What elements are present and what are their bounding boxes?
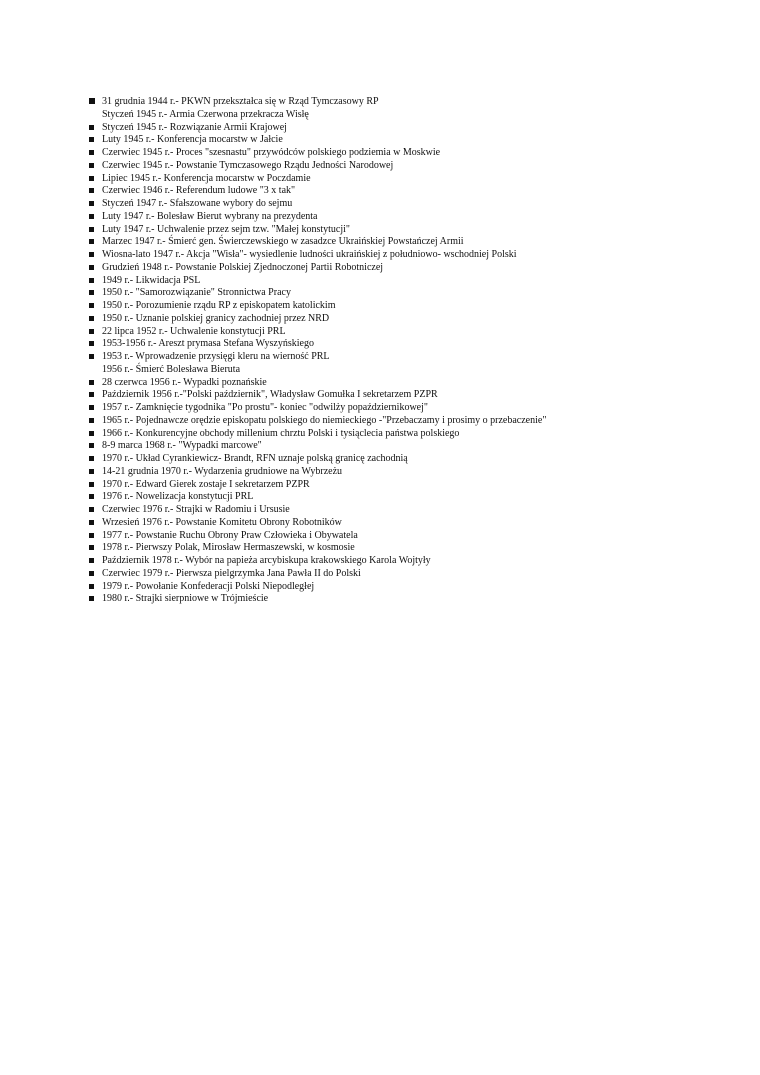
timeline-entry-text: 1976 r.- Nowelizacja konstytucji PRL: [102, 491, 254, 503]
timeline-entry-text: Luty 1945 r.- Konferencja mocarstw w Jałcie: [102, 134, 283, 146]
timeline-entry: [89, 517, 546, 530]
bullet-icon: [89, 214, 94, 219]
timeline-entry-text: 8-9 marca 1968 r.- "Wypadki marcowe": [102, 440, 262, 452]
bullet-icon: [89, 125, 94, 130]
bullet-icon: [89, 341, 94, 346]
bullet-icon: [89, 163, 94, 168]
timeline-entry: [89, 428, 546, 441]
bullet-icon: [89, 227, 94, 232]
timeline-entry: [89, 313, 546, 326]
bullet-icon: [89, 418, 94, 423]
timeline-entry: [89, 287, 546, 300]
timeline-entry-text: 1949 r.- Likwidacja PSL: [102, 274, 201, 286]
bullet-icon: [89, 137, 94, 142]
bullet-icon: [89, 265, 94, 270]
timeline-entry: [89, 198, 546, 211]
timeline-entry-text: Październik 1956 r.-"Polski październik", Władysław Gomułka I sekretarzem PZPR: [102, 389, 438, 401]
bullet-icon: [89, 201, 94, 206]
timeline-entry: [89, 300, 546, 313]
bullet-icon: [89, 584, 94, 589]
timeline-entry: [89, 402, 546, 415]
timeline-entry: [89, 236, 546, 249]
timeline-entry: [89, 326, 546, 339]
timeline-entry: [89, 224, 546, 237]
timeline-entry-text: 1950 r.- "Samorozwiązanie" Stronnictwa Pracy: [102, 287, 291, 299]
timeline-entry: [89, 275, 546, 288]
bullet-icon: [89, 392, 94, 397]
timeline-entry-text: Styczeń 1947 r.- Sfałszowane wybory do sejmu: [102, 198, 293, 209]
timeline-entry: [89, 568, 546, 581]
timeline-entry: [89, 351, 546, 377]
timeline-entry-text: 1979 r.- Powołanie Konfederacji Polski Niepodległej: [102, 580, 315, 592]
timeline-entry: [89, 466, 546, 479]
bullet-icon: [89, 354, 94, 359]
bullet-icon: [89, 380, 94, 385]
timeline-entry-text: Wiosna-lato 1947 r.- Akcja "Wisła"- wysiedlenie ludności ukraińskiej z południowo- wschodniej Polski: [102, 249, 517, 260]
timeline-entry: [89, 147, 546, 160]
timeline-list: [89, 96, 546, 606]
timeline-entry: [89, 249, 546, 262]
timeline-entry: [89, 185, 546, 198]
timeline-entry-text: 1980 r.- Strajki sierpniowe w Trójmieście: [102, 593, 269, 605]
bullet-icon: [89, 405, 94, 410]
bullet-icon: [89, 252, 94, 257]
timeline-entry: [89, 96, 546, 122]
timeline-entry-text: 1977 r.- Powstanie Ruchu Obrony Praw Człowieka i Obywatela: [102, 529, 358, 541]
timeline-entry: [89, 338, 546, 351]
bullet-icon: [89, 239, 94, 244]
timeline-entry: [89, 491, 546, 504]
bullet-icon: [89, 278, 94, 283]
timeline-entry-text: Marzec 1947 r.- Śmierć gen. Świerczewskiego w zasadzce Ukraińskiej Powstańczej Armii: [102, 236, 464, 248]
bullet-icon: [89, 520, 94, 525]
bullet-icon: [89, 176, 94, 181]
timeline-entry: [89, 555, 546, 568]
bullet-icon: [89, 329, 94, 334]
bullet-icon: [89, 469, 94, 474]
bullet-icon: [89, 150, 94, 155]
bullet-icon: [89, 456, 94, 461]
bullet-icon: [89, 188, 94, 193]
timeline-entry-text: 1950 r.- Porozumienie rządu RP z episkopatem katolickim: [102, 300, 336, 311]
timeline-entry: [89, 504, 546, 517]
timeline-entry: [89, 581, 546, 594]
timeline-entry-text: Styczeń 1945 r.- Rozwiązanie Armii Krajowej: [102, 121, 287, 133]
timeline-entry: [89, 160, 546, 173]
bullet-icon: [89, 431, 94, 436]
bullet-icon: [89, 596, 94, 601]
bullet-icon: [89, 571, 94, 576]
timeline-entry: [89, 122, 546, 135]
timeline-entry: [89, 593, 546, 606]
timeline-entry-text: 31 grudnia 1944 r.- PKWN przekształca się w Rząd Tymczasowy RP: [102, 96, 379, 107]
timeline-entry-text: Grudzień 1948 r.- Powstanie Polskiej Zjednoczonej Partii Robotniczej: [102, 261, 384, 273]
timeline-entry-text: Czerwiec 1979 r.- Pierwsza pielgrzymka Jana Pawła II do Polski: [102, 567, 361, 579]
timeline-entry: [89, 211, 546, 224]
timeline-entry-text: Lipiec 1945 r.- Konferencja mocarstw w Poczdamie: [102, 172, 311, 184]
timeline-entry-text: 28 czerwca 1956 r.- Wypadki poznańskie: [102, 376, 267, 388]
bullet-icon: [89, 443, 94, 448]
timeline-entry-text: 1978 r.- Pierwszy Polak, Mirosław Hermaszewski, w kosmosie: [102, 542, 355, 554]
timeline-entry: [89, 440, 546, 453]
bullet-icon: [89, 545, 94, 550]
timeline-entry: [89, 453, 546, 466]
timeline-entry: [89, 479, 546, 492]
bullet-icon: [89, 98, 95, 104]
timeline-entry-text: 1970 r.- Edward Gierek zostaje I sekretarzem PZPR: [102, 478, 310, 490]
timeline-entry: [89, 134, 546, 147]
timeline-entry: [89, 542, 546, 555]
timeline-entry: [89, 377, 546, 390]
bullet-icon: [89, 533, 94, 538]
timeline-entry-text: Styczeń 1945 r.- Armia Czerwona przekracza Wisłę: [102, 108, 309, 120]
timeline-entry: [89, 173, 546, 186]
timeline-entry: [89, 262, 546, 275]
timeline-entry: [89, 389, 546, 402]
timeline-entry-text: Czerwiec 1976 r.- Strajki w Radomiu i Ursusie: [102, 504, 290, 515]
bullet-icon: [89, 507, 94, 512]
timeline-entry: [89, 530, 546, 543]
timeline-entry-text: Październik 1978 r.- Wybór na papieża arcybiskupa krakowskiego Karola Wojtyły: [102, 555, 431, 566]
bullet-icon: [89, 290, 94, 295]
bullet-icon: [89, 316, 94, 321]
timeline-entry-text: Luty 1947 r.- Bolesław Bierut wybrany na prezydenta: [102, 210, 318, 222]
timeline-entry-text: Wrzesień 1976 r.- Powstanie Komitetu Obrony Robotników: [102, 516, 342, 528]
bullet-icon: [89, 494, 94, 499]
timeline-entry: [89, 415, 546, 428]
timeline-entry-text: 1965 r.- Pojednawcze orędzie episkopatu polskiego do niemieckiego -"Przebaczamy i prosimy o przebaczenie": [102, 414, 547, 426]
timeline-entry-text: 1970 r.- Układ Cyrankiewicz- Brandt, RFN uznaje polską granicę zachodnią: [102, 453, 408, 464]
timeline-entry-text: 1956 r.- Śmierć Bolesława Bieruta: [102, 363, 241, 375]
bullet-icon: [89, 558, 94, 563]
timeline-entry-text: 1966 r.- Konkurencyjne obchody millenium chrztu Polski i tysiąclecia państwa polskiego: [102, 427, 460, 439]
timeline-entry-text: 1953-1956 r.- Areszt prymasa Stefana Wyszyńskiego: [102, 338, 314, 350]
timeline-entry-text: Luty 1947 r.- Uchwalenie przez sejm tzw. "Małej konstytucji": [102, 223, 351, 235]
timeline-entry-text: Czerwiec 1946 r.- Referendum ludowe "3 x tak": [102, 185, 296, 197]
timeline-entry-text: 1953 r.- Wprowadzenie przysięgi kleru na wierność PRL: [102, 351, 330, 362]
timeline-entry-text: Czerwiec 1945 r.- Powstanie Tymczasowego Rządu Jedności Narodowej: [102, 159, 394, 171]
timeline-entry-text: 1957 r.- Zamknięcie tygodnika "Po prostu"- koniec "odwilży popaździernikowej": [102, 402, 428, 413]
timeline-entry-text: Czerwiec 1945 r.- Proces "szesnastu" przywódców polskiego podziemia w Moskwie: [102, 147, 441, 158]
bullet-icon: [89, 482, 94, 487]
bullet-icon: [89, 303, 94, 308]
timeline-entry-text: 22 lipca 1952 r.- Uchwalenie konstytucji PRL: [102, 325, 286, 337]
timeline-entry-text: 14-21 grudnia 1970 r.- Wydarzenia grudniowe na Wybrzeżu: [102, 465, 343, 477]
timeline-entry-text: 1950 r.- Uznanie polskiej granicy zachodniej przez NRD: [102, 312, 330, 324]
